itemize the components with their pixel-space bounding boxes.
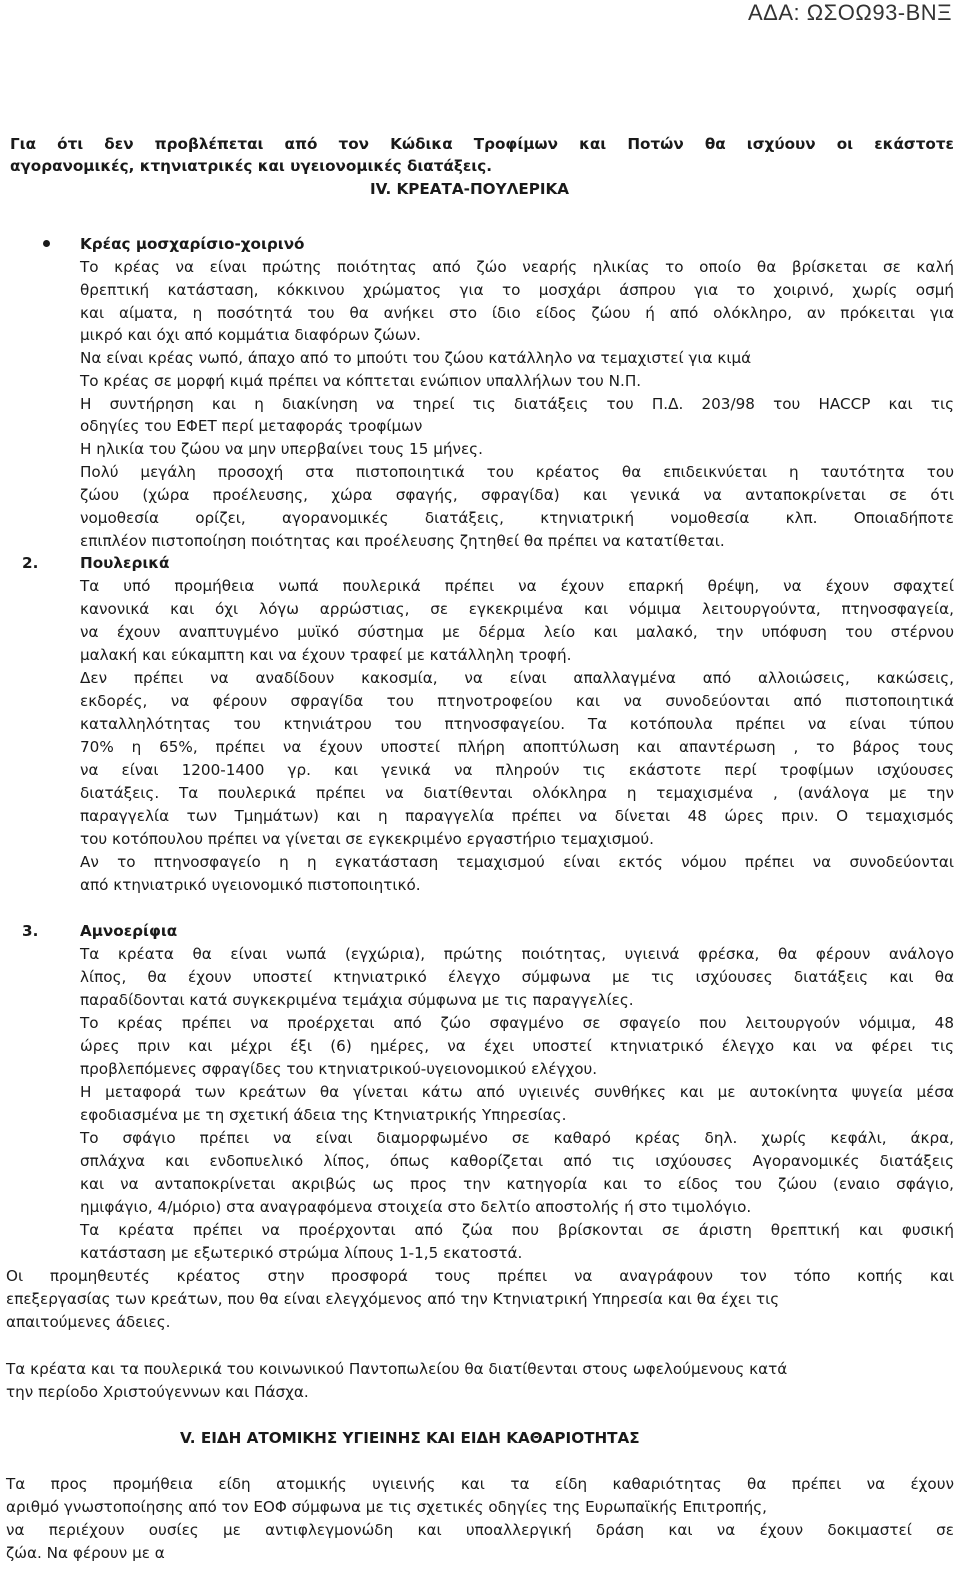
lamb-line: εφοδιασμένα με τη σχετική άδεια της Κτηνιατρικής Υπηρεσίας.	[80, 1106, 567, 1124]
section-heading-v: V. ΕΙΔΗ ΑΤΟΜΙΚΗΣ ΥΓΙΕΙΝΗΣ ΚΑΙ ΕΙΔΗ ΚΑΘΑΡΙΟΤΗΤΑΣ	[180, 1429, 640, 1447]
hygiene-line: αριθμό γνωστοποίησης από τον ΕΟΦ σύμφωνα με τις σχετικές οδηγίες της Ευρωπαϊκής Επιτροπής,	[6, 1498, 767, 1516]
meat-line: Η ηλικία του ζώου να μην υπερβαίνει τους 15 μήνες.	[80, 440, 483, 458]
poultry-line: του κοτόπουλου πρέπει να γίνεται σε εγκεκριμένο εργαστήριο τεμαχισμού.	[80, 830, 654, 848]
poultry-line: Δεν πρέπει να αναδίδουν κακοσμία, να είναι απαλλαγμένα από αλλοιώσεις, κακώσεις,	[80, 669, 954, 687]
poultry-line: διατάξεις. Τα πουλερικά πρέπει να διατίθενται ολόκληρα η τεμαχισμένα , (ανάλογα με την	[80, 784, 954, 802]
intro-line: αγορανομικές, κτηνιατρικές και υγειονομικές διατάξεις.	[10, 157, 492, 175]
suppliers-line: Οι προμηθευτές κρέατος στην προσφορά τους πρέπει να αναγράφουν τον τόπο κοπής και	[6, 1267, 954, 1285]
meat-line: Το κρέας σε μορφή κιμά πρέπει να κόπτεται ενώπιον υπαλλήλων του Ν.Π.	[80, 372, 642, 390]
poultry-line: καταλληλότητας του κτηνιάτρου του πτηνοσφαγείου. Τα κοτόπουλα πρέπει να είναι τύπου	[80, 715, 954, 733]
meat-line: ζώου (χώρα προέλευσης, χώρα σφαγής, σφραγίδα) και γενικά να ανταποκρίνεται σε ότι	[80, 486, 954, 504]
poultry-line: να είναι 1200-1400 γρ. και γενικά να πληρούν τις εκάστοτε περί τροφίμων ισχύουσες	[80, 761, 954, 779]
poultry-line: Τα υπό προμήθεια νωπά πουλερικά πρέπει να έχουν επαρκή θρέψη, να έχουν σφαχτεί	[80, 577, 954, 595]
ada-code: ΑΔΑ: ΩΣΟΩ93-ΒΝΞ	[747, 0, 952, 25]
meat-line: Το κρέας να είναι πρώτης ποιότητας από ζώο νεαρής ηλικίας το οποίο θα βρίσκεται σε καλή	[80, 258, 954, 276]
hygiene-line: Τα προς προμήθεια είδη ατομικής υγιεινής και τα είδη καθαριότητας θα πρέπει να έχουν	[6, 1475, 954, 1493]
lamb-line: Το κρέας πρέπει να προέρχεται από ζώο σφαγμένο σε σφαγείο που λειτουργούν νόμιμα, 48	[80, 1014, 954, 1032]
bullet-icon	[43, 240, 50, 247]
lamb-title: Αμνοερίφια	[80, 922, 178, 940]
poultry-line: να έχουν αναπτυγμένο μυϊκό σύστημα με δέρμα λείο και μαλακό, την υπόφυση του στέρνου	[80, 623, 954, 641]
lamb-line: λίπος, θα έχουν υποστεί κτηνιατρικό έλεγχο σύμφωνα με τις ισχύουσες διατάξεις και θα	[80, 968, 954, 986]
poultry-line: 70% η 65%, πρέπει να έχουν υποστεί πλήρη αποπτύλωση και απαντέρωση , το βάρος τους	[80, 738, 954, 756]
lamb-line: ημιφάγιο, 4/μόριο) στα αναγραφόμενα στοιχεία στο δελτίο αποστολής ή στο τιμολόγιο.	[80, 1198, 752, 1216]
hygiene-line: ζώα. Να φέρουν με α	[6, 1544, 165, 1562]
meat-title: Κρέας μοσχαρίσιο-χοιρινό	[80, 235, 305, 253]
meat-line: μικρό και όχι από κομμάτια διαφόρων ζώων.	[80, 326, 421, 344]
section-heading-iv: IV. ΚΡΕΑΤΑ-ΠΟΥΛΕΡΙΚΑ	[370, 180, 570, 198]
lamb-line: Τα κρέατα πρέπει να προέρχονται από ζώα που βρίσκονται σε άριστη θρεπτική και φυσική	[80, 1221, 954, 1239]
meat-line: Να είναι κρέας νωπό, άπαχο από το μπούτι του ζώου κατάλληλο να τεμαχιστεί για κιμά	[80, 349, 752, 367]
lamb-line: ώρες πριν και μέχρι έξι (6) ημέρες, να έχει υποστεί κτηνιατρικό έλεγχο και να φέρει τις	[80, 1037, 954, 1055]
poultry-line: Αν το πτηνοσφαγείο η η εγκατάσταση τεμαχισμού είναι εκτός νόμου πρέπει να συνοδεύονται	[80, 853, 954, 871]
meat-line: οδηγίες του ΕΦΕΤ περί μεταφοράς τροφίμων	[80, 417, 423, 435]
poultry-line: μαλακή και εύκαμπτη και να έχουν τραφεί με κατάλληλη τροφή.	[80, 646, 572, 664]
hygiene-line: να περιέχουν ουσίες με αντιφλεγμονώδη και υποαλλεργική δράση και να έχουν δοκιμαστεί σε	[6, 1521, 954, 1539]
meat-line: και αίματα, η ποσότητά του θα ανήκει στο ίδιο είδος ζώου ή από ολόκληρο, αν πρόκειται για	[80, 304, 954, 322]
meat-line: νομοθεσία ορίζει, αγορανομικές διατάξεις, κτηνιατρική νομοθεσία κλπ. Οποιαδήποτε	[80, 509, 954, 527]
intro-line: Για ότι δεν προβλέπεται από τον Κώδικα Τροφίμων και Ποτών θα ισχύουν οι εκάστοτε	[10, 135, 954, 153]
poultry-line: κανονικά και όχι λόγω αρρώστιας, σε εγκεκριμένα και νόμιμα λειτουργούντα, πτηνοσφαγεία,	[80, 600, 954, 618]
lamb-line: σπλάχνα και ενδοπυελικό λίπος, όπως καθορίζεται από τις ισχύουσες Αγορανομικές διατάξεις	[80, 1152, 954, 1170]
suppliers-line: απαιτούμενες άδειες.	[6, 1313, 171, 1331]
lamb-line: παραδίδονται κατά συγκεκριμένα τεμάχια σύμφωνα με τις παραγγελίες.	[80, 991, 634, 1009]
lamb-number: 3.	[22, 922, 39, 940]
lamb-line: προβλεπόμενες σφραγίδες του κτηνιατρικού-υγειονομικού ελέγχου.	[80, 1060, 598, 1078]
meat-line: Πολύ μεγάλη προσοχή στα πιστοποιητικά του κρέατος θα επιδεικνύεται η ταυτότητα του	[80, 463, 954, 481]
poultry-line: εκδορές, να φέρουν σφραγίδα του πτηνοτροφείου και να συνοδεύονται από πιστοποιητικά	[80, 692, 954, 710]
suppliers-line: επεξεργασίας των κρεάτων, που θα είναι ελεγχόμενος από την Κτηνιατρική Υπηρεσία και θα έχει τις	[6, 1290, 780, 1308]
meat-line: επιπλέον πιστοποίηση ποιότητας και προέλευσης ζητηθεί θα πρέπει να κατατίθεται.	[80, 532, 725, 550]
lamb-line: και να ανταποκρίνεται ακριβώς ως προς την κατηγορία και το είδος του ζώου (εναιο σφάγιο,	[80, 1175, 954, 1193]
lamb-line: Το σφάγιο πρέπει να είναι διαμορφωμένο σε καθαρό κρέας δηλ. χωρίς κεφάλι, άκρα,	[80, 1129, 954, 1147]
lamb-line: Τα κρέατα θα είναι νωπά (εγχώρια), πρώτης ποιότητας, υγιεινά φρέσκα, θα φέρουν ανάλογο	[80, 945, 954, 963]
lamb-line: Η μεταφορά των κρεάτων θα γίνεται κάτω από υγιεινές συνθήκες και με αυτοκίνητα ψυγεία μέσα	[80, 1083, 954, 1101]
holidays-line: Τα κρέατα και τα πουλερικά του κοινωνικού Παντοπωλείου θα διατίθενται στους ωφελούμενους κατά	[6, 1360, 788, 1378]
holidays-line: την περίοδο Χριστούγεννων και Πάσχα.	[6, 1383, 309, 1401]
poultry-line: παραγγελία των Τμημάτων) και η παραγγελία πρέπει να δίνεται 48 ώρες πριν. Ο τεμαχισμός	[80, 807, 954, 825]
poultry-title: Πουλερικά	[80, 554, 170, 572]
poultry-line: από κτηνιατρικό υγειονομικό πιστοποιητικό.	[80, 876, 421, 894]
meat-line: θρεπτική κατάσταση, κόκκινου χρώματος για το μοσχάρι άσπρου για το χοιρινό, χωρίς οσμή	[80, 281, 954, 299]
lamb-line: κατάσταση με εξωτερικό στρώμα λίπους 1-1,5 εκατοστά.	[80, 1244, 523, 1262]
poultry-number: 2.	[22, 554, 39, 572]
meat-line: Η συντήρηση και η διακίνηση να τηρεί τις διατάξεις του Π.Δ. 203/98 του HACCP και τις	[80, 395, 954, 413]
